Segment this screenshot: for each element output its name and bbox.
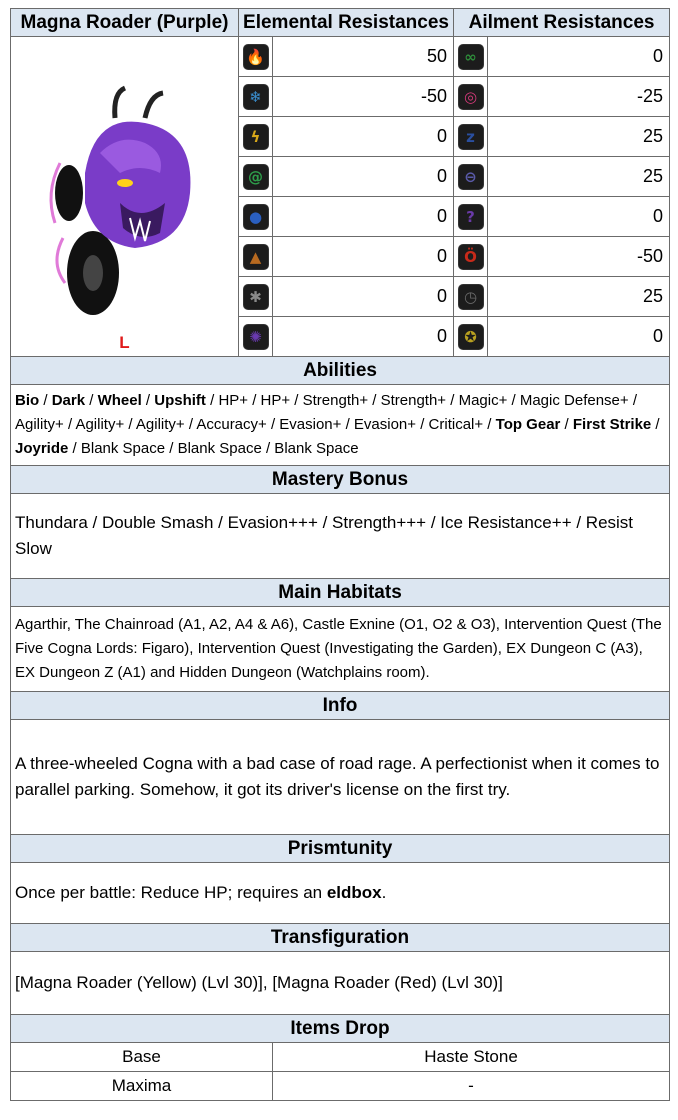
light-icon: ✱ (243, 284, 269, 310)
transfiguration-header: Transfiguration (11, 924, 670, 952)
elemental-value: 0 (273, 197, 454, 237)
elemental-value: 0 (273, 157, 454, 197)
elemental-value: 0 (273, 117, 454, 157)
dark-icon: ✺ (243, 324, 269, 350)
transfiguration-text: [Magna Roader (Yellow) (Lvl 30)], [Magna Roader (Red) (Lvl 30)] (11, 952, 670, 1015)
elemental-value: 0 (273, 237, 454, 277)
ailment-icon-cell (454, 37, 488, 77)
habitats-text: Agarthir, The Chainroad (A1, A2, A4 & A6), Castle Exnine (O1, O2 & O3), Intervention Quest (The Five Cogna Lords: Figaro), Intervention Quest (Investigating the Garden), EX Dungeon C (A3), EX Dungeon Z (A1) and Hidden Dungeon (Watchplains room). (11, 607, 670, 692)
ability-separator: / (85, 392, 98, 409)
portrait-cell (11, 37, 239, 357)
ailment-icon-cell (454, 157, 488, 197)
ability-name: Joyride (15, 440, 69, 457)
mastery-header: Mastery Bonus (11, 466, 670, 494)
ailment-value: -50 (488, 237, 670, 277)
ability-separator: / (39, 392, 52, 409)
drop-label-base: Base (11, 1043, 273, 1072)
left-wheel-image (55, 165, 83, 221)
items-drop-header: Items Drop (11, 1015, 670, 1043)
ability-name: Top Gear (495, 416, 561, 433)
ability-separator: / (651, 416, 660, 433)
poison-icon: ∞ (458, 44, 484, 70)
prismtunity-item: eldbox (326, 883, 382, 902)
abilities-list (11, 385, 670, 466)
ailment-icon-cell (454, 317, 488, 357)
ailment-icon-cell (454, 237, 488, 277)
elemental-icon-cell (239, 157, 273, 197)
water-icon: ● (243, 204, 269, 230)
ailment-icon-cell (454, 117, 488, 157)
rank-label: L (119, 333, 130, 352)
ailment-value: 0 (488, 37, 670, 77)
drop-label-maxima: Maxima (11, 1072, 273, 1101)
info-text: A three-wheeled Cogna with a bad case of road rage. A perfectionist when it comes to parallel parking. Somehow, it got its driver's license on the first try. (11, 720, 670, 835)
ailment-value: -25 (488, 77, 670, 117)
prismtunity-suffix: . (381, 883, 387, 902)
elemental-value: 0 (273, 277, 454, 317)
monster-sheet (10, 8, 670, 1101)
abilities-header: Abilities (11, 357, 670, 385)
ability-separator: / HP+ / HP+ / Strength+ / Strength+ / Magic+ / Magic Defense+ / Agility+ / Agility+ / Agility+ / Accuracy+ / Evasion+ / Evasion+ / Critical+ / (15, 392, 637, 433)
elemental-value: 0 (273, 317, 454, 357)
elemental-value: -50 (273, 77, 454, 117)
elemental-icon-cell (239, 37, 273, 77)
elemental-icon-cell (239, 277, 273, 317)
stop-icon: Ö (458, 244, 484, 270)
wind-icon: @ (243, 164, 269, 190)
prismtunity-text (11, 863, 670, 924)
drop-value-base: Haste Stone (273, 1043, 670, 1072)
ability-separator: / (141, 392, 155, 409)
monster-name: Magna Roader (Purple) (11, 9, 239, 37)
ailment-value: 0 (488, 317, 670, 357)
mastery-text: Thundara / Double Smash / Evasion+++ / Strength+++ / Ice Resistance++ / Resist Slow (11, 494, 670, 579)
habitats-header: Main Habitats (11, 579, 670, 607)
ailment-value: 25 (488, 277, 670, 317)
ability-name: Wheel (97, 392, 142, 409)
lightning-icon: ϟ (243, 124, 269, 150)
ailment-icon-cell (454, 277, 488, 317)
elemental-icon-cell (239, 317, 273, 357)
ability-separator: / (560, 416, 573, 433)
ailment-value: 0 (488, 197, 670, 237)
ailment-icon-cell (454, 77, 488, 117)
confuse-icon: ◎ (458, 84, 484, 110)
elemental-icon-cell (239, 77, 273, 117)
ability-separator: / Blank Space / Blank Space / Blank Space (68, 440, 359, 457)
blind-icon: ⊖ (458, 164, 484, 190)
earth-icon: ▲ (243, 244, 269, 270)
drop-value-maxima: - (273, 1072, 670, 1101)
ailment-icon-cell (454, 197, 488, 237)
slow-icon: ◷ (458, 284, 484, 310)
prismtunity-header: Prismtunity (11, 835, 670, 863)
ability-name: Dark (51, 392, 86, 409)
ailment-resistances-header: Ailment Resistances (454, 9, 670, 37)
elemental-resistances-header: Elemental Resistances (239, 9, 454, 37)
elemental-icon-cell (239, 197, 273, 237)
elemental-icon-cell (239, 117, 273, 157)
ailment-value: 25 (488, 157, 670, 197)
elemental-icon-cell (239, 237, 273, 277)
monster-portrait-image (25, 73, 225, 333)
prismtunity-prefix: Once per battle: Reduce HP; requires an (15, 883, 327, 902)
ability-name: Bio (15, 392, 40, 409)
ability-name: First Strike (572, 416, 652, 433)
elemental-value: 50 (273, 37, 454, 77)
ice-icon: ❄ (243, 84, 269, 110)
sleep-icon: z (458, 124, 484, 150)
silence-icon: ? (458, 204, 484, 230)
info-header: Info (11, 692, 670, 720)
ailment-value: 25 (488, 117, 670, 157)
stun-icon: ✪ (458, 324, 484, 350)
ability-name: Upshift (154, 392, 206, 409)
fire-icon: 🔥 (243, 44, 269, 70)
